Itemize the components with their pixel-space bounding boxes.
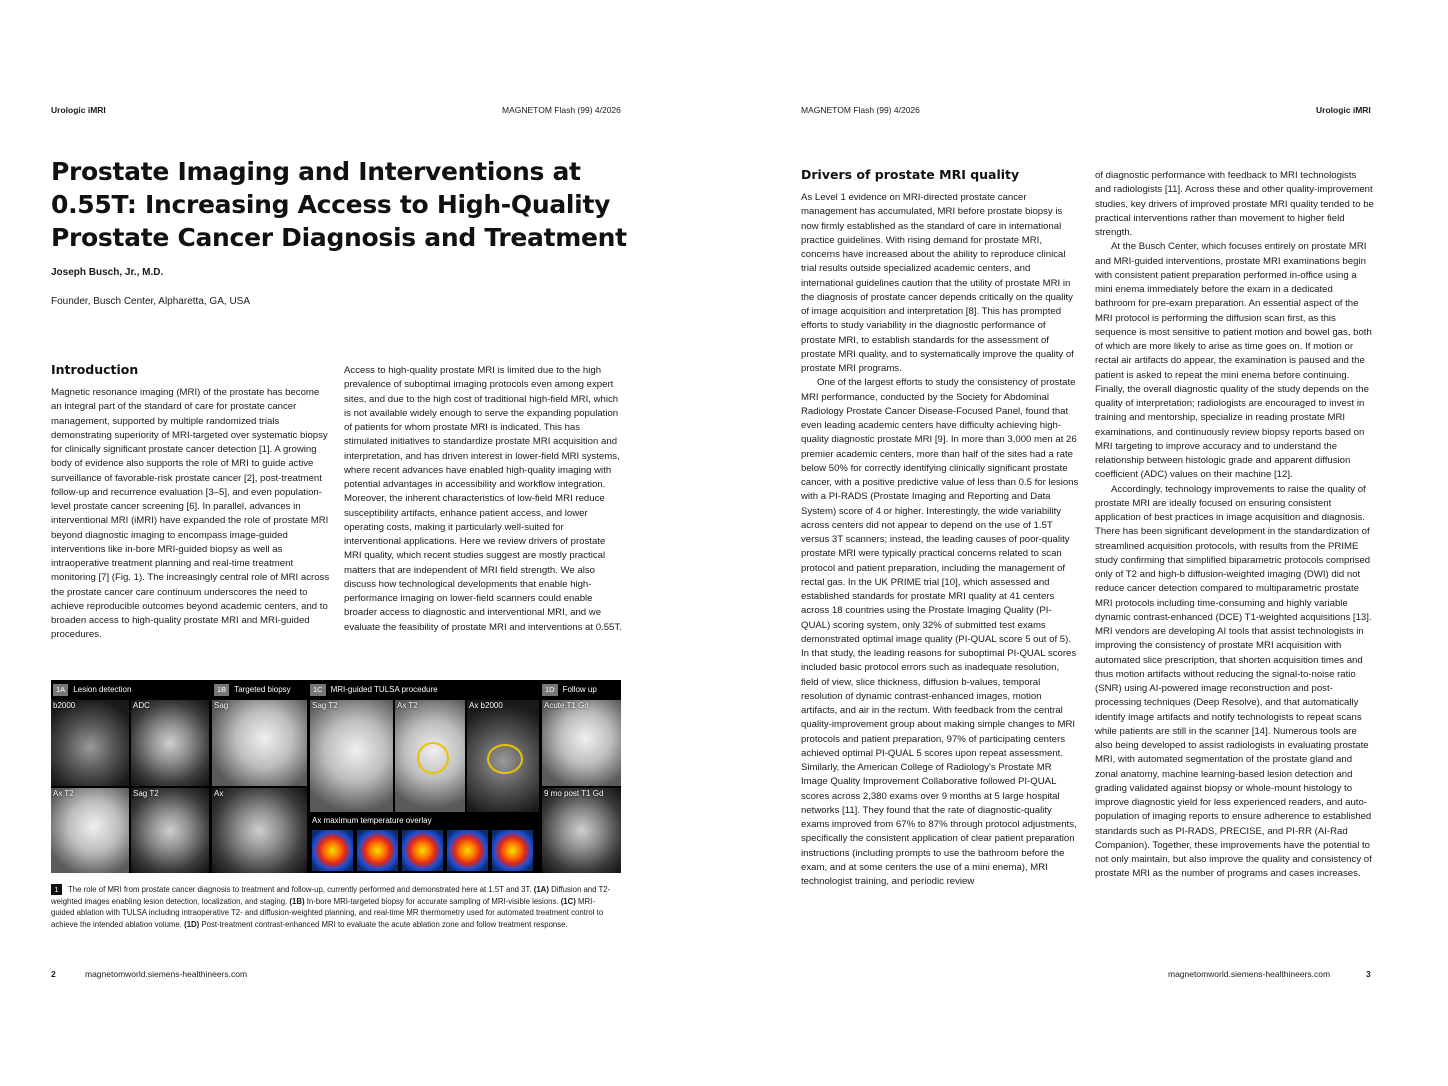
caption-tag-d: (1D) [184, 919, 200, 929]
left-section-header: Urologic iMRI [51, 105, 106, 115]
caption-intro: The role of MRI from prostate cancer diagnosis to treatment and follow-up, currently performed and demonstrated here at 1.5T and 3T. [68, 885, 532, 894]
intro-paragraph-1: Magnetic resonance imaging (MRI) of the prostate has become an integral part of the standard of care for prostate cancer management, supported by multiple randomized trials demonstrating superiority of MRI-targeted over systematic biopsy for clinically significant prostate cancer detection [1]. A growing body of evidence also supports the role of MRI to guide active surveillance of favorable-risk prostate cancer [2], post-treatment follow-up and recurrence evaluation [3–5], and even population-level prostate cancer screening [6]. In parallel, advances in interventional MRI (iMRI) have expanded the role of prostate MRI beyond diagnostic imaging to encompass image-guided interventions like in-bore MRI-guided biopsy as well as intraoperative treatment planning and real-time treatment monitoring [7] (Fig. 1). The increasingly central role of MRI across the prostate cancer care continuum underscores the need to achieve reproducible outcomes beyond academic centers, and to broaden access to high-quality prostate MRI and MRI-guided procedures. [51, 387, 330, 641]
intro-column-1 [51, 386, 330, 643]
mri-image-sag-t2 [131, 788, 209, 873]
temperature-map-image [357, 830, 398, 871]
author-affiliation: Founder, Busch Center, Alpharetta, GA, USA [51, 296, 250, 307]
drivers-paragraph-5: Accordingly, technology improvements to raise the quality of prostate MRI are ideally focused on ensuring consistent application of best practices in image acquisition and diagnosis. There has been significant development in the standardization of streamlined acquisition protocols, with results from the PRIME study confirming that simplified biparametric protocols comprised only of T2 and high-b diffusion-weighted imaging (DWI) did not reduce cancer detection compared to multiparametric prostate MRI protocols including time-consuming and highly variable dynamic contrast-enhanced (DCE) T1-weighted acquisitions [13]. MRI vendors are developing AI tools that assist technologists in improving the consistency of prostate MRI acquisition with automated slice prescription, that shorten acquisition times and thus motion artifacts without reducing the signal-to-noise ratio (SNR) using AI-powered image reconstruction and post-processing techniques (Deep Resolve), and that automatically identify image artifacts and notify technologists to repeat scans while patients are still in the scanner [14]. Numerous tools are also being developed to assist radiologists in evaluating prostate MRI, with automated segmentation of the prostate gland and zonal anatomy, machine learning-based lesion detection and grading validated against biopsy or whole-mount histology to improve diagnostic yield for less experienced readers, and auto-population of imaging reports to ensure adherence to established standards such as PI-RADS, PRECISE, and PI-RR (AI-Rad Companion). Together, these improvements have the potential to not only maintain, but also improve the quality and consistency of prostate MRI as the number of programs and cases increases. [1095, 483, 1372, 880]
image-label: Ax T2 [397, 701, 418, 710]
temperature-map-image [312, 830, 353, 871]
image-label: Acute T1 Gd [544, 701, 589, 710]
left-journal-header: MAGNETOM Flash (99) 4/2026 [502, 105, 621, 115]
caption-text-c: MRI-guided ablation with TULSA including intraoperative T2- and diffusion-weighted planning, and real-time MR thermometry used for automated treatment control to achieve the intended ablation volume. [51, 896, 604, 929]
panel-1a-title [53, 680, 209, 700]
panel-1d-tag: 1D [542, 684, 558, 696]
mri-image-sag [212, 700, 307, 786]
mri-image-9mo-t1-gd [542, 788, 621, 873]
drivers-paragraph-1: As Level 1 evidence on MRI-directed prostate cancer management has accumulated, MRI before prostate biopsy is now firmly established as the standard of care in international practice guidelines. With rising demand for prostate MRI, concerns have increased about the ability to reproduce clinical trial results outside specialized academic centers, and international guidelines caution that the utility of prostate MRI in the diagnosis of prostate cancer depends critically on the quality of image acquisition and interpretation [8]. This has prompted efforts to study variability in the diagnostic performance of prostate MRI, to establish standards for the assessment of prostate MRI quality, and to systematically improve the quality of prostate MRI programs. [801, 192, 1074, 374]
mri-image-ax [212, 788, 307, 873]
caption-number: 1 [51, 884, 62, 895]
drivers-paragraph-2: One of the largest efforts to study the consistency of prostate MRI performance, conducted by the Society for Abdominal Radiology Prostate Cancer Disease-Focused Panel, found that even leading academic centers have difficulty achieving high-quality diagnostic prostate MRI [9]. In more than 3,000 men at 26 premier academic centers, more than half of the sites had a rate below 50% for correctly identifying clinically significant prostate cancer, with a positive predictive value of less than 0.5 for lesions with a PI-RADS (Prostate Imaging and Reporting and Data System) score of 4 or higher. Interestingly, the wide variability across centers did not appear to depend on the use of 1.5T versus 3T scanners; instead, the leading causes of poor-quality prostate MRI were typically practical concerns related to scan protocol and patient preparation, including the management of rectal gas. In the UK PRIME trial [10], which assessed and established standards for prostate MRI quality at 41 centers across 18 countries using the Prostate Imaging Quality (PI-QUAL) scoring system, only 32% of submitted test exams demonstrated optimal image quality (PI-QUAL score 5 out of 5). In that study, the leading reasons for suboptimal PI-QUAL scores included basic protocol errors such as inadequate resolution, field of view, slice thickness, diffusion b-values, temporal resolution of dynamic contrast-enhanced images, motion artifacts, and air in the rectum. With feedback from the central quality-improvement group about making simple changes to MRI protocols and patient preparation, 97% of participating centers achieved optimal PI-QUAL 5 scores upon repeat assessment. Similarly, the American College of Radiology's Prostate MR Image Quality Improvement Collaborative followed PI-QUAL scores across 2,380 exams over 9 months at 5 large hospital networks [11]. They found that the rate of diagnostic-quality exams improved from 67% to 87% through protocol adjustments, specifically the consistent application of clear patient preparation instructions (including prompts to use the bathroom before the exam, and at some centers the use of a mini enema), MRI technologist training, and periodic review [801, 377, 1079, 887]
right-journal-header: MAGNETOM Flash (99) 4/2026 [801, 105, 920, 115]
mri-image-acute-t1-gd [542, 700, 621, 786]
figure-caption [51, 884, 616, 930]
panel-1b [212, 680, 307, 873]
panel-1a [51, 680, 209, 873]
intro-column-2 [344, 364, 623, 635]
author-name: Joseph Busch, Jr., M.D. [51, 267, 164, 278]
image-label: ADC [133, 701, 150, 710]
right-page-number: 3 [1366, 969, 1371, 979]
mri-image-sag-t2-tulsa [310, 700, 393, 812]
caption-tag-a: (1A) [533, 885, 549, 894]
intro-paragraph-2: Access to high-quality prostate MRI is limited due to the high prevalence of suboptimal imaging protocols even among expert sites, and due to the high cost of traditional high-field MRI, which is not available widely enough to serve the expanding population of patients for whom prostate MRI is indicated. This has stimulated initiatives to standardize prostate MRI acquisition and interpretation, and has driven interest in lower-field MRI systems, where recent advances have enabled high-quality imaging with potential advantages in accessibility and workflow integration. Moreover, the inherent characteristics of low-field MRI reduce susceptibility artifacts, enhance patient access, and lower operating costs, making it particularly well-suited for interventional applications. Here we review drivers of prostate MRI quality, which recent studies suggest are mostly practical matters that are independent of MRI field strength. We also discuss how technological developments that enable high-performance imaging on lower-field scanners could enable broader access to diagnostic and interventional MRI, and we evaluate the feasibility of prostate MRI and interventions at 0.55T. [344, 365, 622, 633]
panel-1a-label: Lesion detection [73, 685, 132, 694]
left-page-number: 2 [51, 969, 56, 979]
image-label: Ax b2000 [469, 701, 503, 710]
caption-tag-b: (1B) [289, 896, 305, 906]
temperature-map-image [447, 830, 488, 871]
image-label: Sag T2 [312, 701, 338, 710]
temperature-map-image [492, 830, 533, 871]
ablation-contour [487, 744, 523, 774]
mri-image-b2000 [51, 700, 129, 786]
drivers-heading: Drivers of prostate MRI quality [801, 167, 1020, 182]
panel-1d-label: Follow up [562, 685, 597, 694]
drivers-paragraph-4: At the Busch Center, which focuses entirely on prostate MRI and MRI-guided interventions, prostate MRI examinations begin with consistent patient preparation performed in-office using a mini enema immediately before the exam in a dedicated bathroom for pre-exam preparation. An essential aspect of the MRI protocol is performing the diffusion scan first, as this sequence is most sensitive to patient motion and bowel gas, both of which are more likely to arise as time goes on. If motion or rectal air artifacts do appear, the examination is paused and the patient is asked to repeat the mini enema before continuing. Finally, the overall diagnostic quality of the study depends on the quality of interpretation; radiologists are encouraged to invest in training and mentorship, specialize in reading prostate MRI examinations, and continuously review biopsy reports based on MRI targeting to improve accuracy and to understand the relationship between histologic grade and apparent diffusion coefficient (ADC) values on their machine [12]. [1095, 241, 1372, 481]
temperature-overlay-label: Ax maximum temperature overlay [312, 816, 432, 825]
drivers-paragraph-3: of diagnostic performance with feedback to MRI technologists and radiologists [11]. Across these and other quality-improvement studies, key drivers of improved prostate MRI quality tended to be practical interventions rather than movement to higher field strength. [1095, 170, 1374, 238]
panel-1c-label: MRI-guided TULSA procedure [330, 685, 438, 694]
figure-1 [51, 680, 621, 873]
panel-1c [310, 680, 539, 873]
caption-tag-c: (1C) [560, 896, 576, 906]
intro-heading: Introduction [51, 362, 139, 377]
image-label: Sag T2 [133, 789, 159, 798]
panel-1b-label: Targeted biopsy [234, 685, 291, 694]
image-label: Ax [214, 789, 224, 798]
panel-1b-title [214, 680, 307, 700]
mri-image-adc [131, 700, 209, 786]
right-column-2 [1095, 169, 1374, 882]
panel-1c-title [310, 680, 539, 700]
mri-image-ax-t2-tulsa [395, 700, 465, 812]
panel-1c-tag: 1C [310, 684, 326, 696]
mri-image-ax-t2 [51, 788, 129, 873]
ablation-contour [417, 742, 449, 774]
mri-image-ax-b2000-tulsa [467, 700, 539, 812]
article-title: Prostate Imaging and Interventions at 0.55T: Increasing Access to High-Quality Prostate Cancer Diagnosis and Treatment [51, 157, 627, 252]
left-footer-url[interactable]: magnetomworld.siemens-healthineers.com [85, 969, 248, 979]
caption-text-d: Post-treatment contrast-enhanced MRI to evaluate the acute ablation zone and follow treatment response. [201, 919, 568, 929]
temperature-map-image [402, 830, 443, 871]
image-label: 9 mo post T1 Gd [544, 789, 604, 798]
panel-1d [542, 680, 621, 873]
caption-text-b: In-bore MRI-targeted biopsy for accurate sampling of MRI-visible lesions. [306, 896, 559, 906]
right-section-header: Urologic iMRI [1316, 105, 1371, 115]
right-footer-url[interactable]: magnetomworld.siemens-healthineers.com [1168, 969, 1331, 979]
image-label: Sag [214, 701, 229, 710]
panel-1b-tag: 1B [214, 684, 229, 696]
caption-text-a: Diffusion and T2-weighted images enabling lesion detection, localization, and staging. [51, 885, 611, 906]
panel-1d-title [542, 680, 621, 700]
right-column-1 [801, 191, 1079, 889]
image-label: Ax T2 [53, 789, 74, 798]
image-label: b2000 [53, 701, 76, 710]
panel-1a-tag: 1A [53, 684, 68, 696]
